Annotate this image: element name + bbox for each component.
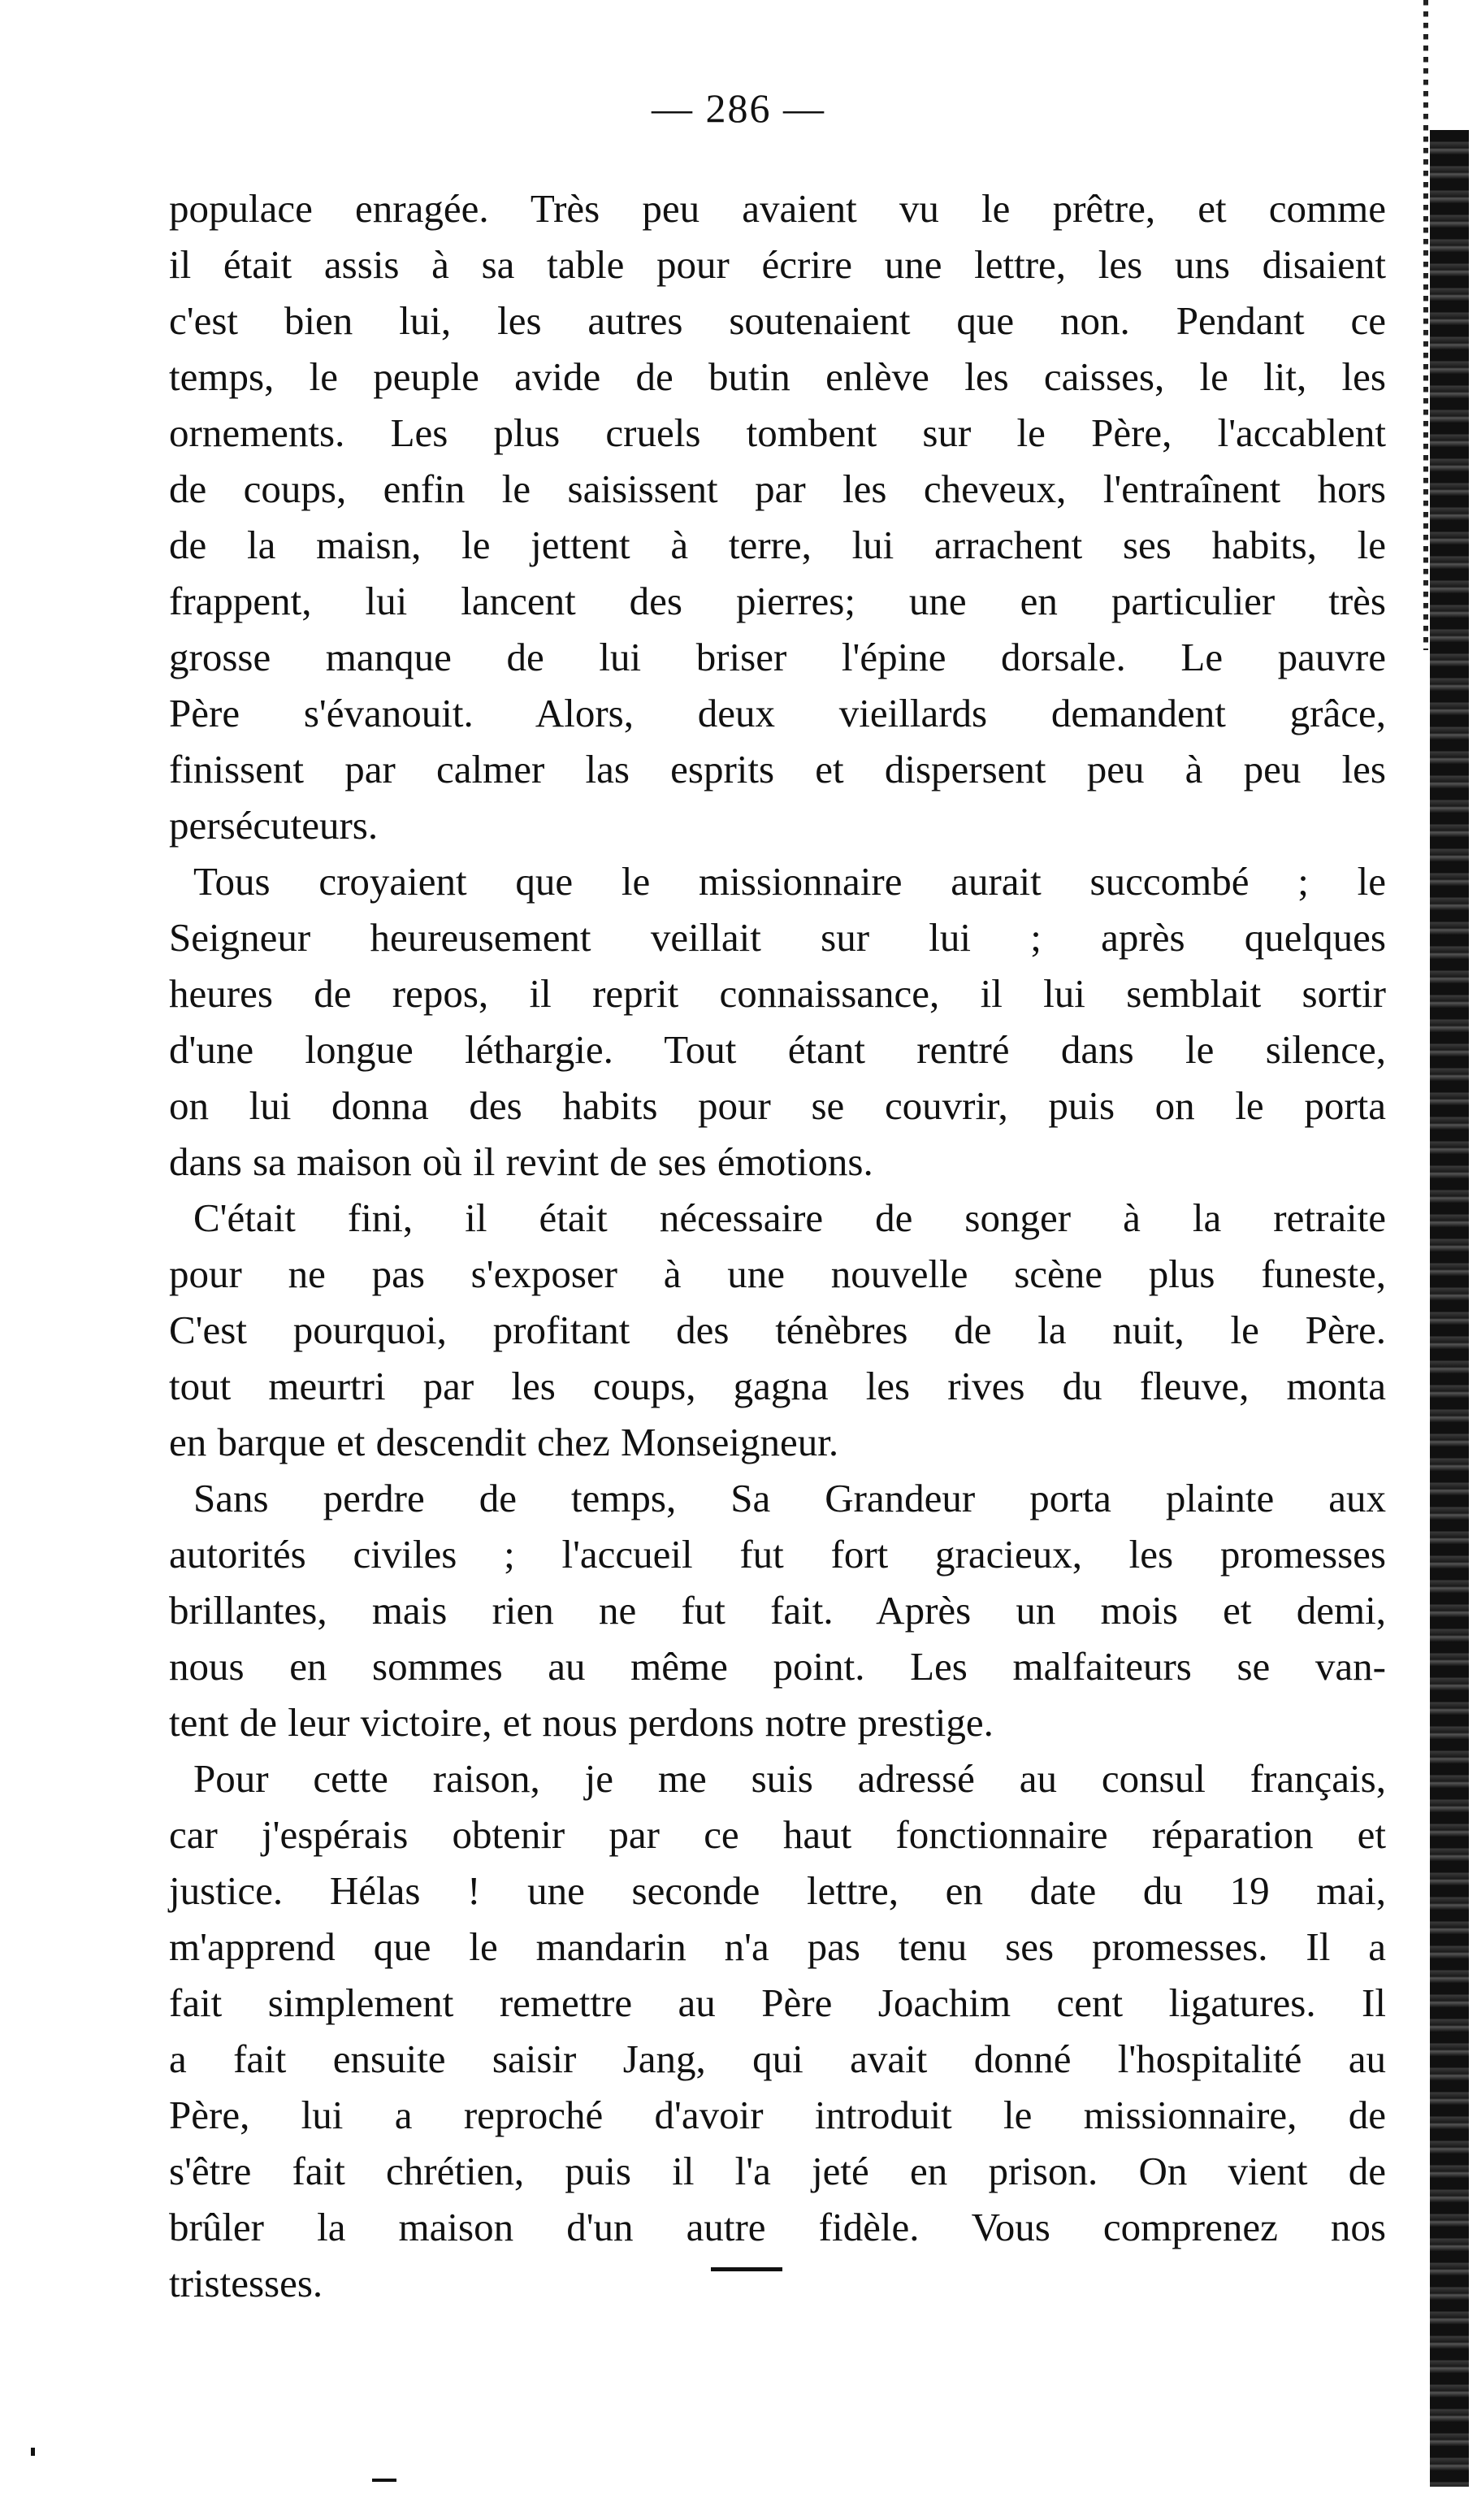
text-line: finissent par calmer las esprits et dispersent peu à peu les <box>169 747 1386 792</box>
text-line: fait simplement remettre au Père Joachim cent ligatures. Il <box>169 1980 1386 2025</box>
text-line: Père, lui a reproché d'avoir introduit le missionnaire, de <box>169 2093 1386 2137</box>
text-line: persécuteurs. <box>169 803 379 848</box>
text-line: brûler la maison d'un autre fidèle. Vous comprenez nos <box>169 2205 1386 2249</box>
text-line: grosse manque de lui briser l'épine dorsale. Le pauvre <box>169 635 1386 679</box>
text-line: Pour cette raison, je me suis adressé au consul français, <box>193 1756 1386 1801</box>
paragraph <box>169 1470 1386 1750</box>
section-end-rule <box>711 2267 782 2271</box>
paragraph <box>169 853 1386 1190</box>
text-line: pour ne pas s'exposer à une nouvelle scène plus funeste, <box>169 1251 1386 1296</box>
text-line: tent de leur victoire, et nous perdons notre prestige. <box>169 1700 994 1745</box>
text-line: s'être fait chrétien, puis il l'a jeté en prison. On vient de <box>169 2149 1386 2193</box>
text-line: m'apprend que le mandarin n'a pas tenu ses promesses. Il a <box>169 1924 1386 1969</box>
stray-mark <box>372 2479 396 2482</box>
text-line: tout meurtri par les coups, gagna les rives du fleuve, monta <box>169 1364 1386 1408</box>
text-line: populace enragée. Très peu avaient vu le prêtre, et comme <box>169 186 1386 231</box>
page-edge-shadow <box>1423 0 1428 650</box>
text-line: autorités civiles ; l'accueil fut fort gracieux, les promesses <box>169 1532 1386 1577</box>
text-line: nous en sommes au même point. Les malfaiteurs se van- <box>169 1644 1386 1689</box>
text-line: en barque et descendit chez Monseigneur. <box>169 1420 839 1464</box>
text-line: de coups, enfin le saisissent par les cheveux, l'entraînent hors <box>169 466 1386 511</box>
text-line: Père s'évanouit. Alors, deux vieillards demandent grâce, <box>169 691 1386 735</box>
paragraph <box>169 180 1386 853</box>
page-number: — 286 — <box>652 85 825 131</box>
paragraph <box>169 1190 1386 1470</box>
text-line: C'était fini, il était nécessaire de songer à la retraite <box>193 1195 1386 1240</box>
text-line: brillantes, mais rien ne fut fait. Après un mois et demi, <box>169 1588 1386 1633</box>
page-edge-binding <box>1430 130 1469 2487</box>
text-line: ornements. Les plus cruels tombent sur le Père, l'accablent <box>169 410 1386 455</box>
text-line: Tous croyaient que le missionnaire aurait succombé ; le <box>193 859 1386 904</box>
text-line: on lui donna des habits pour se couvrir, puis on le porta <box>169 1083 1386 1128</box>
text-line: d'une longue léthargie. Tout étant rentré dans le silence, <box>169 1027 1386 1072</box>
text-line: a fait ensuite saisir Jang, qui avait donné l'hospitalité au <box>169 2036 1386 2081</box>
text-line: heures de repos, il reprit connaissance, il lui semblait sortir <box>169 971 1386 1016</box>
stray-mark <box>31 2448 35 2456</box>
text-line: car j'espérais obtenir par ce haut fonctionnaire réparation et <box>169 1812 1386 1857</box>
text-line: de la maisn, le jettent à terre, lui arrachent ses habits, le <box>169 523 1386 567</box>
text-line: dans sa maison où il revint de ses émotions. <box>169 1139 873 1184</box>
text-line: il était assis à sa table pour écrire une lettre, les uns disaient <box>169 242 1386 287</box>
text-line: Sans perdre de temps, Sa Grandeur porta plainte aux <box>193 1476 1386 1520</box>
paragraph <box>169 1750 1386 2311</box>
text-line: tristesses. <box>169 2261 323 2305</box>
body-text <box>169 180 1386 2311</box>
text-line: C'est pourquoi, profitant des ténèbres de la nuit, le Père. <box>169 1308 1386 1352</box>
text-line: frappent, lui lancent des pierres; une en particulier très <box>169 579 1386 623</box>
text-line: Seigneur heureusement veillait sur lui ; après quelques <box>169 915 1386 960</box>
text-line: c'est bien lui, les autres soutenaient que non. Pendant ce <box>169 298 1386 343</box>
text-line: justice. Hélas ! une seconde lettre, en date du 19 mai, <box>169 1868 1386 1913</box>
text-line: temps, le peuple avide de butin enlève les caisses, le lit, les <box>169 354 1386 399</box>
